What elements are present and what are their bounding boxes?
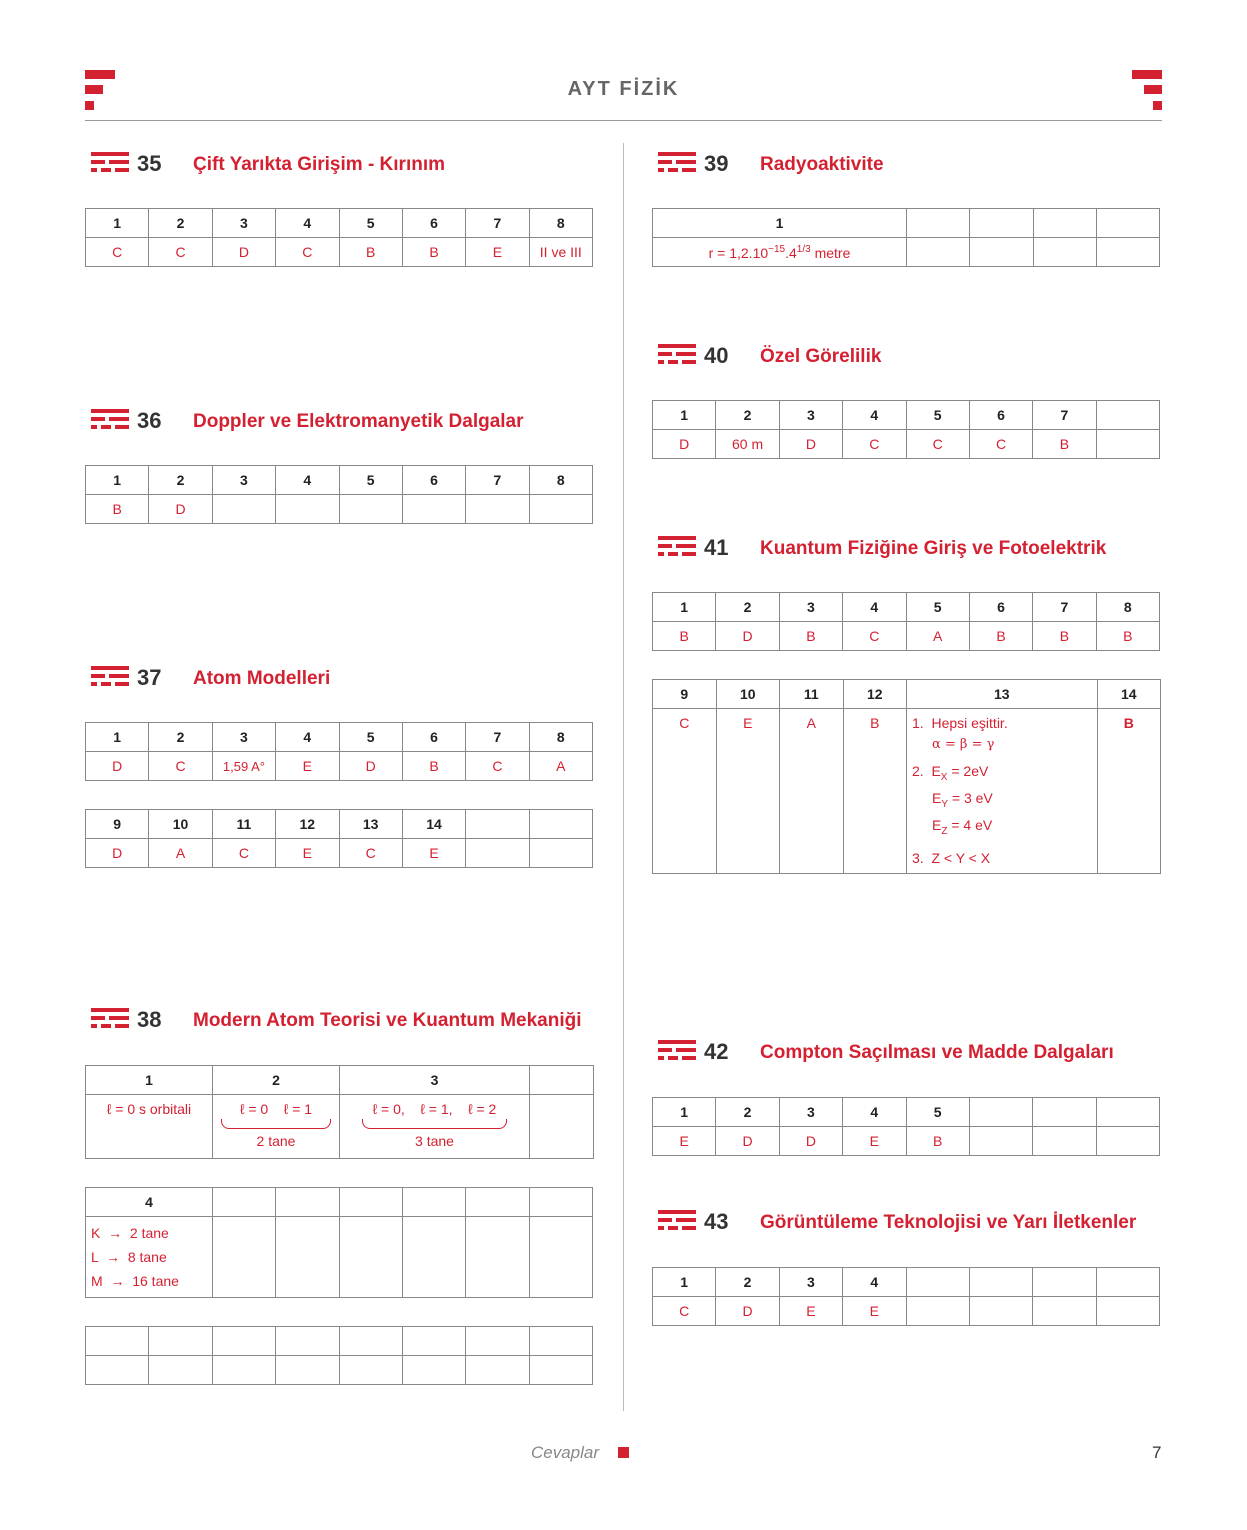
header-divider — [85, 120, 1162, 121]
section-number: 40 — [704, 343, 729, 368]
question-number: 8 — [529, 466, 592, 495]
section-35 — [85, 145, 593, 267]
answer-value: B — [653, 622, 716, 651]
answer-value — [276, 495, 339, 524]
energy-label: 2. E — [912, 763, 941, 779]
orbital-text: ℓ = 0 s orbitali — [106, 1101, 192, 1117]
empty-cell — [466, 1327, 529, 1356]
answer-value: C — [149, 238, 212, 267]
answer-value — [339, 495, 402, 524]
question-number — [529, 810, 592, 839]
question-number — [1096, 1098, 1159, 1127]
answer-value: C — [653, 709, 717, 874]
section-title: Compton Saçılması ve Madde Dalgaları — [760, 1042, 1114, 1063]
answer-line: 1. Hepsi eşittir. — [912, 715, 1008, 731]
answer-value: 1,59 A° — [212, 752, 275, 781]
section-36 — [85, 402, 593, 524]
answer-value: D — [212, 238, 275, 267]
empty-cell — [213, 1188, 276, 1217]
empty-cell — [1033, 238, 1096, 267]
answer-value: D — [779, 430, 842, 459]
section-header — [85, 145, 593, 185]
question-number: 4 — [276, 466, 339, 495]
answer-value: B — [339, 238, 402, 267]
section-number: 42 — [704, 1039, 729, 1064]
question-number: 5 — [339, 209, 402, 238]
answer-value: E — [779, 1297, 842, 1326]
question-number: 2 — [716, 1268, 779, 1297]
section-header — [652, 1033, 1160, 1073]
section-40 — [652, 337, 1160, 459]
question-number: 4 — [276, 723, 339, 752]
empty-cell — [970, 209, 1033, 238]
answer-value: B — [1033, 622, 1096, 651]
empty-cell — [276, 1217, 339, 1298]
section-title: Çift Yarıkta Girişim - Kırınım — [193, 154, 446, 175]
empty-cell — [970, 238, 1033, 267]
question-number: 4 — [843, 401, 906, 430]
energy-value: = 3 eV — [948, 790, 993, 806]
answer-value: E — [402, 839, 465, 868]
empty-cell — [466, 1356, 529, 1385]
question-number — [969, 1098, 1032, 1127]
question-number: 1 — [653, 593, 716, 622]
question-number: 9 — [653, 680, 717, 709]
section-number: 43 — [704, 1209, 729, 1234]
section-43 — [652, 1203, 1160, 1326]
section-number: 36 — [137, 408, 162, 433]
question-number: 1 — [653, 1098, 716, 1127]
empty-cell — [1096, 238, 1159, 267]
question-number: 2 — [213, 1066, 340, 1095]
answer-value — [1096, 1297, 1159, 1326]
question-number — [466, 810, 529, 839]
question-number: 7 — [1033, 593, 1096, 622]
section-42 — [652, 1033, 1160, 1156]
answer-line: α = β = γ — [932, 737, 995, 752]
answer-line — [912, 788, 1092, 815]
footer-label: Cevaplar — [531, 1443, 600, 1462]
answer-value: C — [653, 1297, 716, 1326]
orbital-values: ℓ = 0, ℓ = 1, ℓ = 2 — [372, 1101, 497, 1117]
answer-table — [652, 679, 1161, 874]
question-number: 10 — [149, 810, 212, 839]
question-number: 11 — [780, 680, 844, 709]
page-number: 7 — [1152, 1443, 1162, 1462]
question-number: 2 — [149, 723, 212, 752]
question-number: 6 — [969, 593, 1032, 622]
question-number: 2 — [149, 209, 212, 238]
section-header — [652, 337, 1160, 377]
answer-value: D — [339, 752, 402, 781]
question-number: 3 — [212, 209, 275, 238]
answer-table — [85, 1187, 593, 1298]
question-number: 1 — [86, 466, 149, 495]
orbital-count: 2 tane — [256, 1133, 296, 1149]
answer-table — [85, 465, 593, 524]
faz-logo-icon — [91, 1008, 131, 1028]
energy-subscript: X — [940, 772, 948, 783]
empty-cell — [466, 1217, 529, 1298]
answer-value: B — [402, 238, 465, 267]
answer-value: A — [780, 709, 844, 874]
section-number: 41 — [704, 535, 729, 560]
empty-cell — [466, 1188, 529, 1217]
question-number: 7 — [466, 723, 529, 752]
empty-cell — [402, 1356, 465, 1385]
question-number: 5 — [339, 466, 402, 495]
answer-value: E — [466, 238, 529, 267]
faz-logo-icon — [658, 1040, 698, 1060]
answer-table — [85, 1326, 593, 1385]
empty-cell — [86, 1356, 149, 1385]
answer-value: C — [466, 752, 529, 781]
question-number: 13 — [339, 810, 402, 839]
section-header — [652, 1203, 1160, 1243]
section-header — [85, 1001, 593, 1041]
answer-value: C — [969, 430, 1032, 459]
answer-line — [912, 815, 1092, 842]
answer-value: 60 m — [716, 430, 779, 459]
question-number — [1096, 401, 1159, 430]
question-number: 2 — [149, 466, 212, 495]
empty-cell — [1096, 209, 1159, 238]
answer-value: C — [843, 622, 906, 651]
answer-value — [969, 1127, 1032, 1156]
section-number: 39 — [704, 151, 729, 176]
empty-cell — [530, 1066, 594, 1095]
question-number: 4 — [843, 1098, 906, 1127]
empty-cell — [529, 1327, 592, 1356]
question-number: 5 — [339, 723, 402, 752]
answer-value: B — [906, 1127, 969, 1156]
answer-value — [402, 495, 465, 524]
faz-logo-icon — [91, 152, 131, 172]
answer-value: E — [653, 1127, 716, 1156]
empty-cell — [530, 1095, 594, 1159]
question-number: 1 — [653, 209, 907, 238]
answer-value: E — [843, 1127, 906, 1156]
energy-value: = 2eV — [947, 763, 989, 779]
answer-value: D — [716, 622, 779, 651]
question-number: 12 — [276, 810, 339, 839]
answer-value — [529, 495, 592, 524]
question-number: 12 — [843, 680, 907, 709]
section-title: Görüntüleme Teknolojisi ve Yarı İletkenler — [760, 1212, 1137, 1233]
question-number: 6 — [402, 209, 465, 238]
answer-value: D — [653, 430, 716, 459]
section-title: Modern Atom Teorisi ve Kuantum Mekaniği — [193, 1010, 582, 1031]
question-number: 3 — [779, 1098, 842, 1127]
formula-mid: .4 — [785, 244, 797, 261]
question-number: 11 — [212, 810, 275, 839]
answer-value: D — [149, 495, 212, 524]
empty-cell — [212, 1356, 275, 1385]
formula-exponent: −15 — [768, 243, 786, 255]
empty-cell — [402, 1188, 465, 1217]
brace-icon — [362, 1119, 507, 1129]
answer-value: B — [843, 709, 907, 874]
answer-value: C — [276, 238, 339, 267]
question-number: 14 — [402, 810, 465, 839]
answer-value: B — [402, 752, 465, 781]
faz-logo-icon — [658, 152, 698, 172]
shell-k: K → 2 tane — [91, 1225, 169, 1241]
shell-m: M → 16 tane — [91, 1273, 179, 1289]
question-number: 1 — [653, 1268, 716, 1297]
question-number: 3 — [779, 401, 842, 430]
answer-value: B — [969, 622, 1032, 651]
faz-logo-icon — [91, 409, 131, 429]
answer-value: B — [86, 495, 149, 524]
section-title: Özel Görelilik — [760, 346, 882, 367]
section-header — [652, 145, 1160, 185]
answer-value — [1033, 1127, 1096, 1156]
question-number: 8 — [529, 209, 592, 238]
answer-line — [912, 761, 1092, 788]
question-number: 1 — [86, 209, 149, 238]
question-number: 2 — [716, 593, 779, 622]
section-number: 37 — [137, 665, 162, 690]
answer-value: C — [86, 238, 149, 267]
answer-value — [86, 1217, 213, 1298]
answer-value: E — [843, 1297, 906, 1326]
formula-unit: metre — [810, 244, 851, 261]
section-header — [85, 659, 593, 699]
empty-cell — [276, 1327, 339, 1356]
section-title: Kuantum Fiziğine Giriş ve Fotoelektrik — [760, 538, 1107, 559]
empty-cell — [213, 1217, 276, 1298]
question-number: 4 — [86, 1188, 213, 1217]
answer-value: II ve III — [529, 238, 592, 267]
question-number: 1 — [86, 723, 149, 752]
question-number: 3 — [212, 466, 275, 495]
answer-table — [652, 1267, 1160, 1326]
question-number: 4 — [843, 1268, 906, 1297]
brace-icon — [221, 1119, 331, 1129]
answer-value — [340, 1095, 530, 1159]
answer-value — [1096, 1127, 1159, 1156]
empty-cell — [402, 1327, 465, 1356]
faz-logo-icon — [658, 344, 698, 364]
empty-cell — [339, 1188, 402, 1217]
question-number: 6 — [969, 401, 1032, 430]
answer-value: D — [86, 752, 149, 781]
column-divider — [623, 143, 624, 1411]
question-number: 9 — [86, 810, 149, 839]
empty-cell — [907, 238, 970, 267]
answer-table — [85, 1065, 594, 1159]
question-number: 1 — [653, 401, 716, 430]
empty-cell — [529, 1356, 592, 1385]
question-number: 7 — [1033, 401, 1096, 430]
section-header — [85, 402, 593, 442]
energy-label: E — [932, 817, 942, 833]
faz-logo-icon — [658, 536, 698, 556]
answer-value: E — [716, 709, 780, 874]
answer-value: C — [149, 752, 212, 781]
energy-subscript: Y — [941, 799, 949, 810]
question-number: 6 — [402, 723, 465, 752]
question-number: 8 — [529, 723, 592, 752]
answer-value — [213, 1095, 340, 1159]
answer-value: A — [529, 752, 592, 781]
formula-exponent: 1/3 — [796, 243, 811, 255]
question-number: 6 — [402, 466, 465, 495]
answer-value — [529, 839, 592, 868]
question-number: 4 — [276, 209, 339, 238]
answer-value — [1033, 1297, 1096, 1326]
question-number: 7 — [466, 209, 529, 238]
empty-cell — [149, 1327, 212, 1356]
question-number: 13 — [907, 680, 1098, 709]
section-39 — [652, 145, 1160, 267]
question-number: 1 — [86, 1066, 213, 1095]
answer-value: B — [1097, 709, 1161, 874]
faz-logo-icon — [91, 666, 131, 686]
section-number: 35 — [137, 151, 162, 176]
question-number — [906, 1268, 969, 1297]
answer-value-13 — [907, 709, 1098, 874]
question-number: 7 — [466, 466, 529, 495]
answer-value — [466, 839, 529, 868]
section-41 — [652, 529, 1160, 874]
answer-value: D — [86, 839, 149, 868]
answer-line: 3. Z < Y < X — [912, 850, 991, 866]
empty-cell — [276, 1188, 339, 1217]
section-38 — [85, 1001, 593, 1385]
answer-table — [85, 722, 593, 781]
orbital-values: ℓ = 0 ℓ = 1 — [239, 1101, 313, 1117]
answer-value: A — [149, 839, 212, 868]
formula-base: r = 1,2.10 — [708, 244, 769, 261]
answer-value: C — [906, 430, 969, 459]
empty-cell — [339, 1356, 402, 1385]
faz-logo-icon — [658, 1210, 698, 1230]
orbital-count: 3 tane — [415, 1133, 454, 1149]
answer-value: B — [779, 622, 842, 651]
answer-value — [1096, 430, 1159, 459]
answer-table — [652, 1097, 1160, 1156]
answer-value — [969, 1297, 1032, 1326]
answer-value: C — [212, 839, 275, 868]
question-number: 3 — [779, 593, 842, 622]
shell-l: L → 8 tane — [91, 1249, 167, 1265]
empty-cell — [402, 1217, 465, 1298]
answer-value: C — [339, 839, 402, 868]
question-number: 8 — [1096, 593, 1159, 622]
answer-value: E — [276, 752, 339, 781]
question-number: 5 — [906, 593, 969, 622]
question-number: 3 — [340, 1066, 530, 1095]
answer-value — [906, 1297, 969, 1326]
answer-value: A — [906, 622, 969, 651]
question-number: 2 — [716, 401, 779, 430]
answer-value — [86, 1095, 213, 1159]
answer-table — [85, 809, 593, 868]
section-header — [652, 529, 1160, 569]
answer-value: C — [843, 430, 906, 459]
empty-cell — [339, 1327, 402, 1356]
empty-cell — [212, 1327, 275, 1356]
question-number: 2 — [716, 1098, 779, 1127]
footer-square-icon — [618, 1447, 629, 1458]
answer-table — [652, 592, 1160, 651]
section-title: Radyoaktivite — [760, 154, 884, 175]
section-37 — [85, 659, 593, 868]
section-title: Doppler ve Elektromanyetik Dalgalar — [193, 411, 524, 432]
question-number: 5 — [906, 1098, 969, 1127]
answer-value — [653, 238, 907, 267]
empty-cell — [529, 1217, 592, 1298]
energy-value: = 4 eV — [947, 817, 993, 833]
section-number: 38 — [137, 1007, 162, 1032]
answer-value: D — [779, 1127, 842, 1156]
answer-table — [652, 208, 1160, 267]
question-number: 14 — [1097, 680, 1161, 709]
question-number — [1096, 1268, 1159, 1297]
question-number: 3 — [779, 1268, 842, 1297]
page-title: AYT FİZİK — [567, 78, 680, 100]
section-title: Atom Modelleri — [193, 668, 331, 689]
answer-value: E — [276, 839, 339, 868]
question-number — [1033, 1098, 1096, 1127]
answer-table — [85, 208, 593, 267]
answer-value: D — [716, 1127, 779, 1156]
answer-value — [466, 495, 529, 524]
answer-value — [212, 495, 275, 524]
answer-value: D — [716, 1297, 779, 1326]
question-number: 10 — [716, 680, 780, 709]
question-number — [969, 1268, 1032, 1297]
question-number: 5 — [906, 401, 969, 430]
empty-cell — [529, 1188, 592, 1217]
empty-cell — [339, 1217, 402, 1298]
energy-label: E — [932, 790, 942, 806]
question-number: 3 — [212, 723, 275, 752]
empty-cell — [86, 1327, 149, 1356]
empty-cell — [907, 209, 970, 238]
answer-value: B — [1096, 622, 1159, 651]
question-number — [1033, 1268, 1096, 1297]
question-number: 4 — [843, 593, 906, 622]
empty-cell — [1033, 209, 1096, 238]
empty-cell — [149, 1356, 212, 1385]
empty-cell — [276, 1356, 339, 1385]
answer-table — [652, 400, 1160, 459]
answer-value: B — [1033, 430, 1096, 459]
energy-subscript: Z — [941, 826, 948, 837]
